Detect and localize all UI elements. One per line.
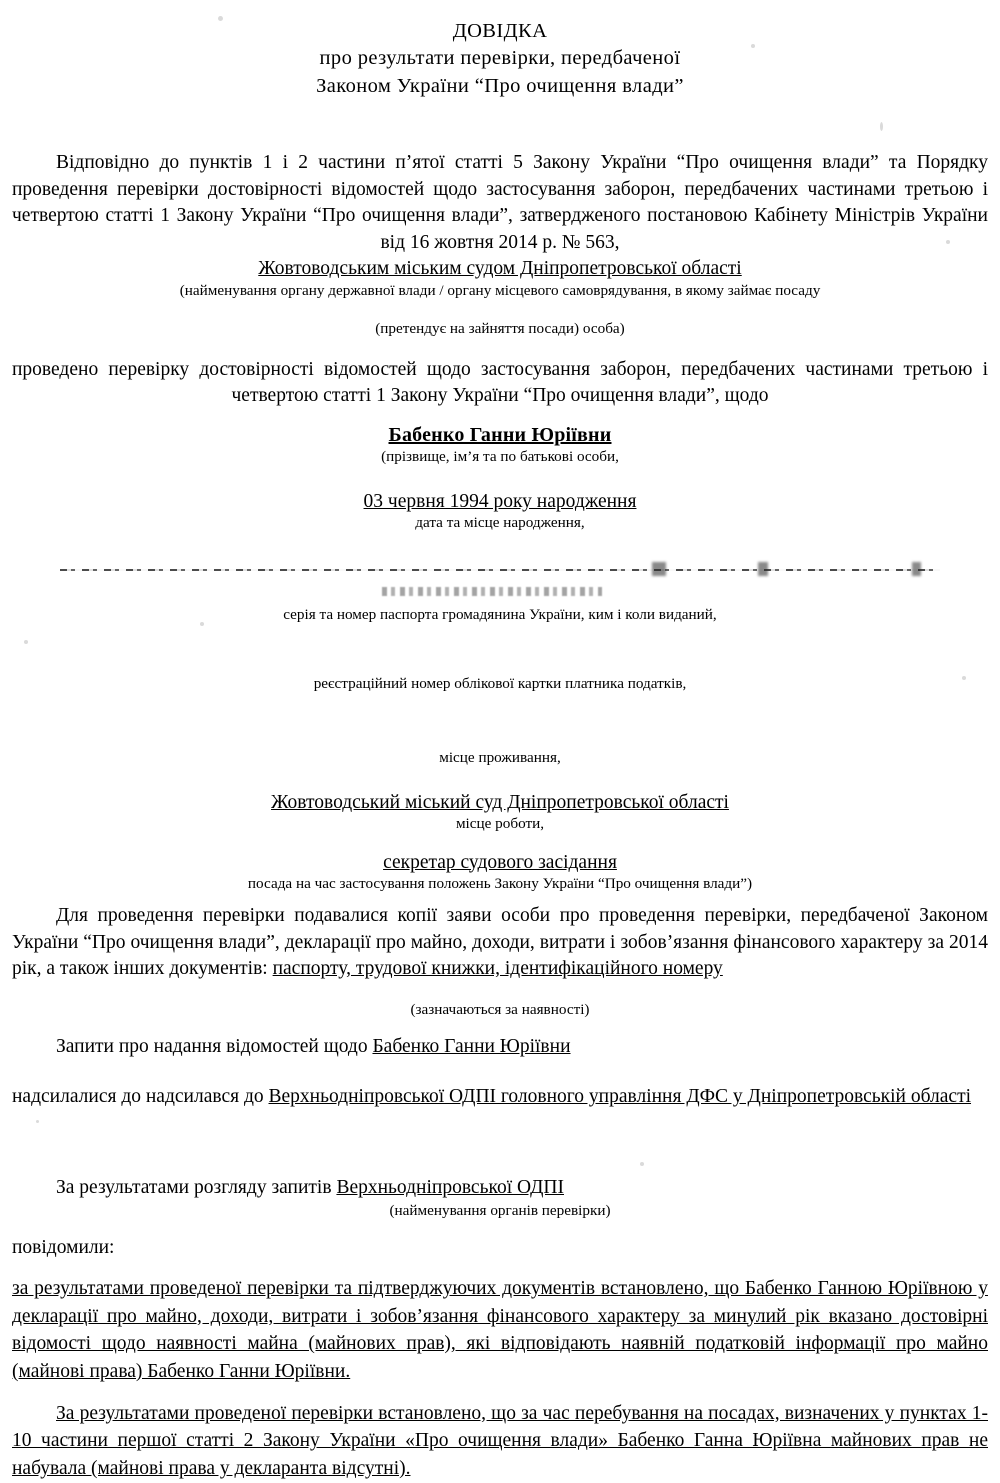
documents-paragraph [12,903,988,982]
documents-paragraph-text: Для проведення перевірки подавалися копії заяви особи про проведення перевірки, передбаченої Законом України “Про очищення влади”, декларації про майно, доходи, витрати і зобов’язання фінансового характеру за 2014 рік, а також інших документів: [12,905,988,979]
check-paragraph: проведено перевірку достовірності відомостей щодо застосування заборон, передбачених частинами третьою і четвертою статті 1 Закону України “Про очищення влади”, щодо [12,358,988,407]
documents-caption: (зазначаються за наявності) [410,1001,590,1019]
informed-label: повідомили: [12,1236,115,1258]
results-line [12,1175,988,1201]
sent-to-paragraph [12,1084,988,1110]
title-line-2: про результати перевірки, передбаченої [319,47,681,70]
tax-number-caption: реєстраційний номер облікової картки платника податків, [313,675,687,693]
results-body: Верхньодніпровської ОДПІ [336,1176,564,1198]
intro-paragraph: Відповідно до пунктів 1 і 2 частини п’ятої статті 5 Закону України “Про очищення влади” та Порядку проведення перевірки достовірності відомостей щодо застосування заборон, передбачених частинами третьою і четвертою статті 1 Закону України “Про очищення влади”, затвердженого постановою Кабінету Міністрів України від 16 жовтня 2014 р. № 563, [12,152,988,253]
redaction-blob [652,562,666,576]
workplace-caption: місце роботи, [455,814,545,832]
redaction-bar [60,569,940,571]
position: секретар судового засідання [383,851,617,873]
position-caption: посада на час застосування положень Закону України “Про очищення влади”) [247,874,753,892]
workplace: Жовтоводський міський суд Дніпропетровської області [271,791,729,813]
person-name: Бабенко Ганни Юріївни [388,424,612,446]
requests-prefix: Запити про надання відомостей щодо [56,1035,373,1057]
redaction-blob [912,562,921,576]
passport-redacted-area [12,559,988,605]
results-caption: (найменування органів перевірки) [389,1201,611,1219]
sent-body: Верхньодніпровської ОДПІ головного управління ДФС у Дніпропетровській області [268,1086,972,1108]
authority-caption-2: (претендує на зайняття посади) особа) [375,320,625,338]
person-name-caption: (прізвище, ім’я та по батькові особи, [381,448,619,465]
title-line-3: Законом України “Про очищення влади” [316,74,684,97]
requests-person: Бабенко Ганни Юріївни [372,1035,571,1057]
birth-date: 03 червня 1994 року народження [363,490,637,512]
sent-prefix: надсилалися до надсилався до [12,1086,269,1108]
conclusion-paragraph-1: за результатами проведеної перевірки та підтверджуючих документів встановлено, що Бабенко Ганною Юріївною у декларації про майно, доходи, витрати і зобов’язання фінансового характеру за минулий рік вказано достовірні відомості щодо наявності майна (майнових прав), які відповідають наявній податковій інформації про майно (майнові права) Бабенко Ганни Юріївни. [12,1277,988,1382]
title-line-1: ДОВІДКА [452,20,548,42]
authority-name: Жовтоводським міським судом Дніпропетровської області [258,258,742,280]
residence-caption: місце проживання, [439,749,561,766]
requests-line [12,1034,988,1060]
redaction-blob [758,562,768,576]
birth-caption: дата та місце народження, [415,513,585,531]
results-prefix: За результатами розгляду запитів [56,1176,337,1198]
redaction-bar-secondary [382,587,602,596]
passport-caption: серія та номер паспорта громадянина України, ким і коли виданий, [283,605,717,623]
authority-caption: (найменування органу державної влади / органу місцевого самоврядування, в якому займає посаду [179,282,821,300]
page-title [12,18,988,100]
conclusion-paragraph-2: За результатами проведеної перевірки встановлено, що за час перебування на посадах, визначених у пунктах 1-10 частини першої статті 2 Закону України «Про очищення влади» Бабенко Ганна Юріївна майнових прав не набувала (майнові права у декларанта відсутні). [12,1402,988,1480]
documents-paragraph-underlined: паспорту, трудової книжки, ідентифікаційного номеру [272,957,723,979]
